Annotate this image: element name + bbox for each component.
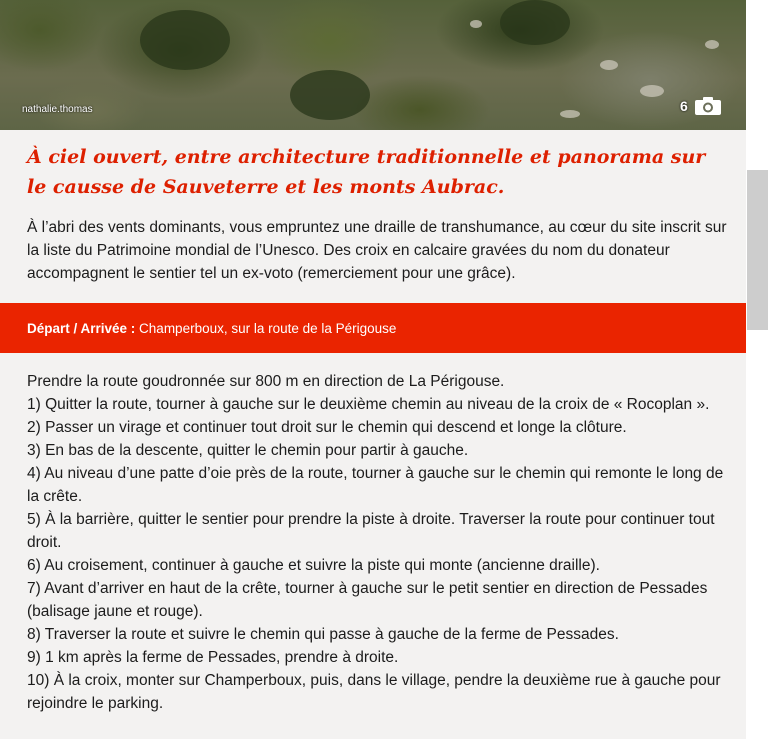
scrollbar-track[interactable] bbox=[746, 0, 768, 739]
route-step: 4) Au niveau d’une patte d’oie près de la route, tourner à gauche sur le chemin qui remonte le long de la crête. bbox=[27, 465, 724, 505]
photo-detail bbox=[640, 85, 664, 97]
route-step: 5) À la barrière, quitter le sentier pour prendre la piste à droite. Traverser la route pour continuer tout droit. bbox=[27, 511, 715, 551]
photo-detail bbox=[600, 60, 618, 70]
hero-photo[interactable] bbox=[0, 0, 746, 130]
route-step: 10) À la croix, monter sur Champerboux, puis, dans le village, pendre la deuxième rue à gauche pour rejoindre le parking. bbox=[27, 672, 721, 712]
page-subtitle: À ciel ouvert, entre architecture traditionnelle et panorama sur le causse de Sauveterre et les monts Aubrac. bbox=[27, 146, 706, 198]
route-step: 1) Quitter la route, tourner à gauche sur le deuxième chemin au niveau de la croix de « Rocoplan ». bbox=[27, 396, 710, 413]
route-step: 3) En bas de la descente, quitter le chemin pour partir à gauche. bbox=[27, 442, 469, 459]
start-finish-label: Départ / Arrivée : bbox=[27, 320, 136, 336]
photo-detail bbox=[290, 70, 370, 120]
photo-detail bbox=[500, 0, 570, 45]
photo-detail bbox=[560, 110, 580, 118]
intro-paragraph: À l’abri des vents dominants, vous empruntez une draille de transhumance, au cœur du site inscrit sur la liste du Patrimoine mondial de l’Unesco. Des croix en calcaire gravées du nom du donateur accompagnent le sentier tel un ex-voto (remerciement pour une grâce). bbox=[27, 219, 727, 282]
photo-detail bbox=[705, 40, 719, 49]
route-steps bbox=[27, 370, 727, 715]
route-step: Prendre la route goudronnée sur 800 m en direction de La Périgouse. bbox=[27, 373, 505, 390]
route-step: 8) Traverser la route et suivre le chemin qui passe à gauche de la ferme de Pessades. bbox=[27, 626, 619, 643]
photo-gallery-button[interactable] bbox=[680, 96, 722, 116]
camera-icon bbox=[694, 96, 722, 116]
start-finish-banner bbox=[0, 303, 746, 353]
photo-count: 6 bbox=[680, 98, 688, 114]
route-step: 9) 1 km après la ferme de Pessades, prendre à droite. bbox=[27, 649, 399, 666]
scrollbar-thumb[interactable] bbox=[747, 170, 768, 330]
route-step: 2) Passer un virage et continuer tout droit sur le chemin qui descend et longe la clôture. bbox=[27, 419, 627, 436]
photo-credit: nathalie.thomas bbox=[22, 104, 93, 115]
route-step: 6) Au croisement, continuer à gauche et suivre la piste qui monte (ancienne draille). bbox=[27, 557, 600, 574]
photo-detail bbox=[470, 20, 482, 28]
photo-detail bbox=[140, 10, 230, 70]
start-finish-value: Champerboux, sur la route de la Périgouse bbox=[135, 320, 397, 336]
route-step: 7) Avant d’arriver en haut de la crête, tourner à gauche sur le petit sentier en direction de Pessades (balisage jaune et rouge). bbox=[27, 580, 708, 620]
